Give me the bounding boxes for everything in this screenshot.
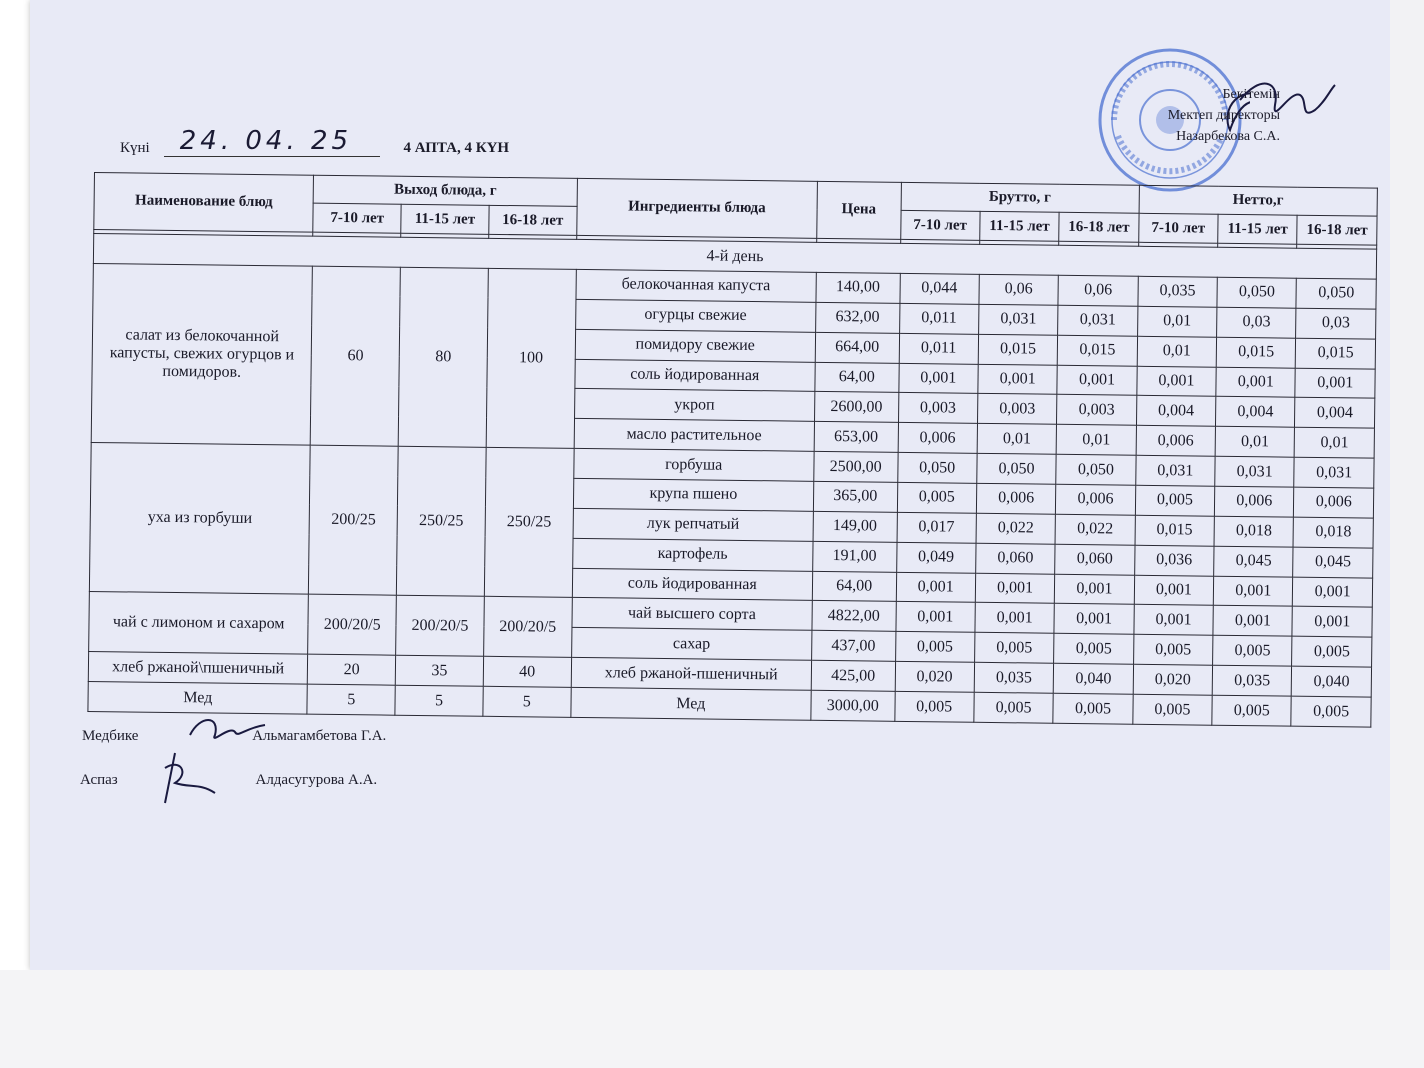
dish-name: чай с лимоном и сахаром [89,592,309,654]
brutto-value: 0,001 [895,602,975,633]
approve-name: Назарбекова С.А. [1176,129,1280,144]
dish-output: 35 [395,655,483,686]
dish-output: 5 [395,685,483,716]
netto-value: 0,015 [1296,338,1376,369]
dish-output: 250/25 [396,446,486,596]
medic-name: Альмагамбетова Г.А. [252,728,387,744]
dish-output: 5 [307,684,395,715]
ingredient-price: 664,00 [815,332,899,363]
brutto-value: 0,001 [1054,604,1134,635]
brutto-value: 0,001 [898,363,978,394]
netto-value: 0,004 [1295,398,1375,429]
dish-name: уха из горбуши [89,443,310,595]
dish-output: 200/25 [309,445,399,595]
ingredient-name: соль йодированная [575,359,816,392]
netto-value: 0,015 [1135,515,1215,546]
netto-value: 0,005 [1213,636,1293,667]
header-age1: 7-10 лет [313,204,401,234]
netto-value: 0,031 [1215,456,1295,487]
dish-output: 40 [483,656,571,687]
cook-name: Алдасугурова А.А. [255,772,378,788]
netto-value: 0,001 [1213,606,1293,637]
netto-value: 0,006 [1294,487,1374,518]
brutto-value: 0,015 [978,334,1058,365]
dish-output: 200/20/5 [484,597,572,658]
brutto-value: 0,006 [898,423,978,454]
ingredient-name: Мед [571,687,812,720]
ingredient-price: 3000,00 [811,690,895,721]
dish-output: 20 [308,654,396,685]
brutto-value: 0,011 [899,303,979,334]
brutto-value: 0,031 [1058,305,1138,336]
cook-label: Аспаз [80,772,118,788]
ingredient-name: горбуша [573,449,814,482]
menu-table-body [88,173,1377,728]
netto-value: 0,006 [1136,426,1216,457]
dish-output: 100 [486,268,576,448]
netto-value: 0,035 [1212,665,1292,696]
brutto-value: 0,005 [897,482,977,513]
brutto-value: 0,050 [977,453,1057,484]
ingredient-name: хлеб ржаной-пшеничный [571,658,812,691]
netto-value: 0,001 [1134,575,1214,606]
brutto-value: 0,001 [1055,574,1135,605]
header-ingredients: Ингредиенты блюда [576,178,817,238]
header-age2: 11-15 лет [980,212,1060,241]
ingredient-price: 425,00 [811,660,895,691]
header-netto: Нетто,г [1139,185,1378,216]
brutto-value: 0,001 [975,603,1055,634]
netto-value: 0,036 [1134,545,1214,576]
header-age1: 7-10 лет [1138,214,1218,243]
brutto-value: 0,040 [1053,663,1133,694]
date-row [120,128,509,157]
dish-name: салат из белокочанной капусты, свежих огурцов и помидоров. [91,263,313,445]
brutto-value: 0,06 [1058,275,1138,306]
ingredient-price: 437,00 [812,631,896,662]
ingredient-price: 140,00 [816,272,900,303]
brutto-value: 0,022 [1055,514,1135,545]
netto-value: 0,040 [1292,666,1372,697]
ingredient-price: 149,00 [813,511,897,542]
brutto-value: 0,049 [896,542,976,573]
dish-output: 80 [398,267,488,447]
approve-title: Бекітемін [1222,87,1280,102]
netto-value: 0,005 [1133,694,1213,725]
netto-value: 0,031 [1294,457,1374,488]
netto-value: 0,001 [1292,607,1372,638]
netto-value: 0,005 [1135,485,1215,516]
handwritten-date: 24. 04. 25 [164,128,380,157]
brutto-value: 0,011 [899,333,979,364]
netto-value: 0,01 [1137,306,1217,337]
netto-value: 0,005 [1133,635,1213,666]
brutto-value: 0,003 [977,394,1057,425]
netto-value: 0,004 [1216,397,1296,428]
netto-value: 0,005 [1291,696,1371,727]
brutto-value: 0,005 [974,633,1054,664]
cook-signature [145,748,225,808]
netto-value: 0,01 [1215,427,1295,458]
netto-value: 0,050 [1296,278,1376,309]
netto-value: 0,050 [1217,277,1297,308]
brutto-value: 0,060 [1055,544,1135,575]
brutto-value: 0,001 [975,573,1055,604]
dish-name: Мед [88,681,308,714]
brutto-value: 0,035 [974,662,1054,693]
ingredient-price: 64,00 [812,571,896,602]
dish-output: 250/25 [484,447,574,597]
netto-value: 0,015 [1216,337,1296,368]
netto-value: 0,005 [1292,636,1372,667]
brutto-value: 0,017 [897,512,977,543]
header-age3: 16-18 лет [1059,213,1139,242]
ingredient-name: лук репчатый [573,508,814,541]
ingredient-name: помидору свежие [575,329,816,362]
brutto-value: 0,050 [897,452,977,483]
netto-value: 0,004 [1136,396,1216,427]
brutto-value: 0,005 [894,691,974,722]
week-day-title: 4 АПТА, 4 КҮН [403,140,510,156]
ingredient-name: соль йодированная [572,568,813,601]
brutto-value: 0,005 [1053,693,1133,724]
netto-value: 0,001 [1293,577,1373,608]
netto-value: 0,031 [1135,455,1215,486]
ingredient-price: 191,00 [813,541,897,572]
brutto-value: 0,003 [1057,395,1137,426]
netto-value: 0,001 [1137,366,1217,397]
dish-output: 200/20/5 [396,596,484,657]
header-brutto: Брутто, г [901,182,1140,213]
menu-table [87,172,1378,728]
medic-label: Медбике [82,728,139,744]
brutto-value: 0,01 [1056,425,1136,456]
dish-output: 60 [311,266,401,446]
header-age2: 11-15 лет [401,205,489,235]
netto-value: 0,001 [1134,605,1214,636]
header-dish: Наименование блюд [94,173,314,233]
brutto-value: 0,06 [979,274,1059,305]
netto-value: 0,018 [1214,516,1294,547]
ingredient-name: белокочанная капуста [576,269,817,302]
brutto-value: 0,044 [899,273,979,304]
header-output: Выход блюда, г [314,175,578,207]
background-right [1390,0,1424,1068]
brutto-value: 0,031 [978,304,1058,335]
netto-value: 0,01 [1137,336,1217,367]
brutto-value: 0,050 [1056,454,1136,485]
header-age3: 16-18 лет [489,206,577,236]
ingredient-price: 2500,00 [814,451,898,482]
ingredient-price: 2600,00 [814,392,898,423]
brutto-value: 0,060 [976,543,1056,574]
header-age2: 11-15 лет [1218,215,1298,244]
ingredient-name: чай высшего сорта [572,598,813,631]
ingredient-price: 64,00 [815,362,899,393]
brutto-value: 0,001 [896,572,976,603]
netto-value: 0,018 [1293,517,1373,548]
netto-value: 0,035 [1138,276,1218,307]
brutto-value: 0,003 [898,393,978,424]
netto-value: 0,01 [1295,427,1375,458]
director-signature [1230,70,1340,140]
ingredient-name: огурцы свежие [575,299,816,332]
netto-value: 0,001 [1295,368,1375,399]
netto-value: 0,045 [1293,547,1373,578]
background-bottom [0,970,1424,1068]
approve-position: Мектеп директоры [1167,108,1280,123]
brutto-value: 0,005 [974,692,1054,723]
brutto-value: 0,005 [1054,634,1134,665]
ingredient-name: крупа пшено [573,478,814,511]
medic-signature [180,710,270,750]
brutto-value: 0,020 [895,661,975,692]
dish-output: 5 [483,686,571,717]
ingredient-name: укроп [574,389,815,422]
netto-value: 0,03 [1217,307,1297,338]
header-price: Цена [817,181,901,239]
netto-value: 0,045 [1214,546,1294,577]
netto-value: 0,020 [1133,664,1213,695]
header-age3: 16-18 лет [1297,216,1377,245]
netto-value: 0,03 [1296,308,1376,339]
brutto-value: 0,005 [895,632,975,663]
brutto-value: 0,006 [976,483,1056,514]
netto-value: 0,005 [1212,695,1292,726]
netto-value: 0,001 [1216,367,1296,398]
ingredient-name: сахар [571,628,812,661]
day-label: 4-й день [93,234,1376,280]
brutto-value: 0,001 [1057,365,1137,396]
brutto-value: 0,015 [1058,335,1138,366]
ingredient-name: масло растительное [574,419,815,452]
brutto-value: 0,001 [978,364,1058,395]
cook-signature-row [80,772,377,789]
dish-name: хлеб ржаной\пшеничный [88,652,308,685]
ingredient-price: 4822,00 [812,601,896,632]
date-label: Күні [120,140,150,156]
ingredient-price: 365,00 [813,481,897,512]
netto-value: 0,006 [1214,486,1294,517]
ingredient-price: 653,00 [814,422,898,453]
header-age1: 7-10 лет [900,211,980,240]
brutto-value: 0,01 [977,424,1057,455]
netto-value: 0,001 [1213,576,1293,607]
brutto-value: 0,006 [1056,484,1136,515]
ingredient-price: 632,00 [816,302,900,333]
brutto-value: 0,022 [976,513,1056,544]
ingredient-name: картофель [572,538,813,571]
dish-output: 200/20/5 [308,595,396,656]
